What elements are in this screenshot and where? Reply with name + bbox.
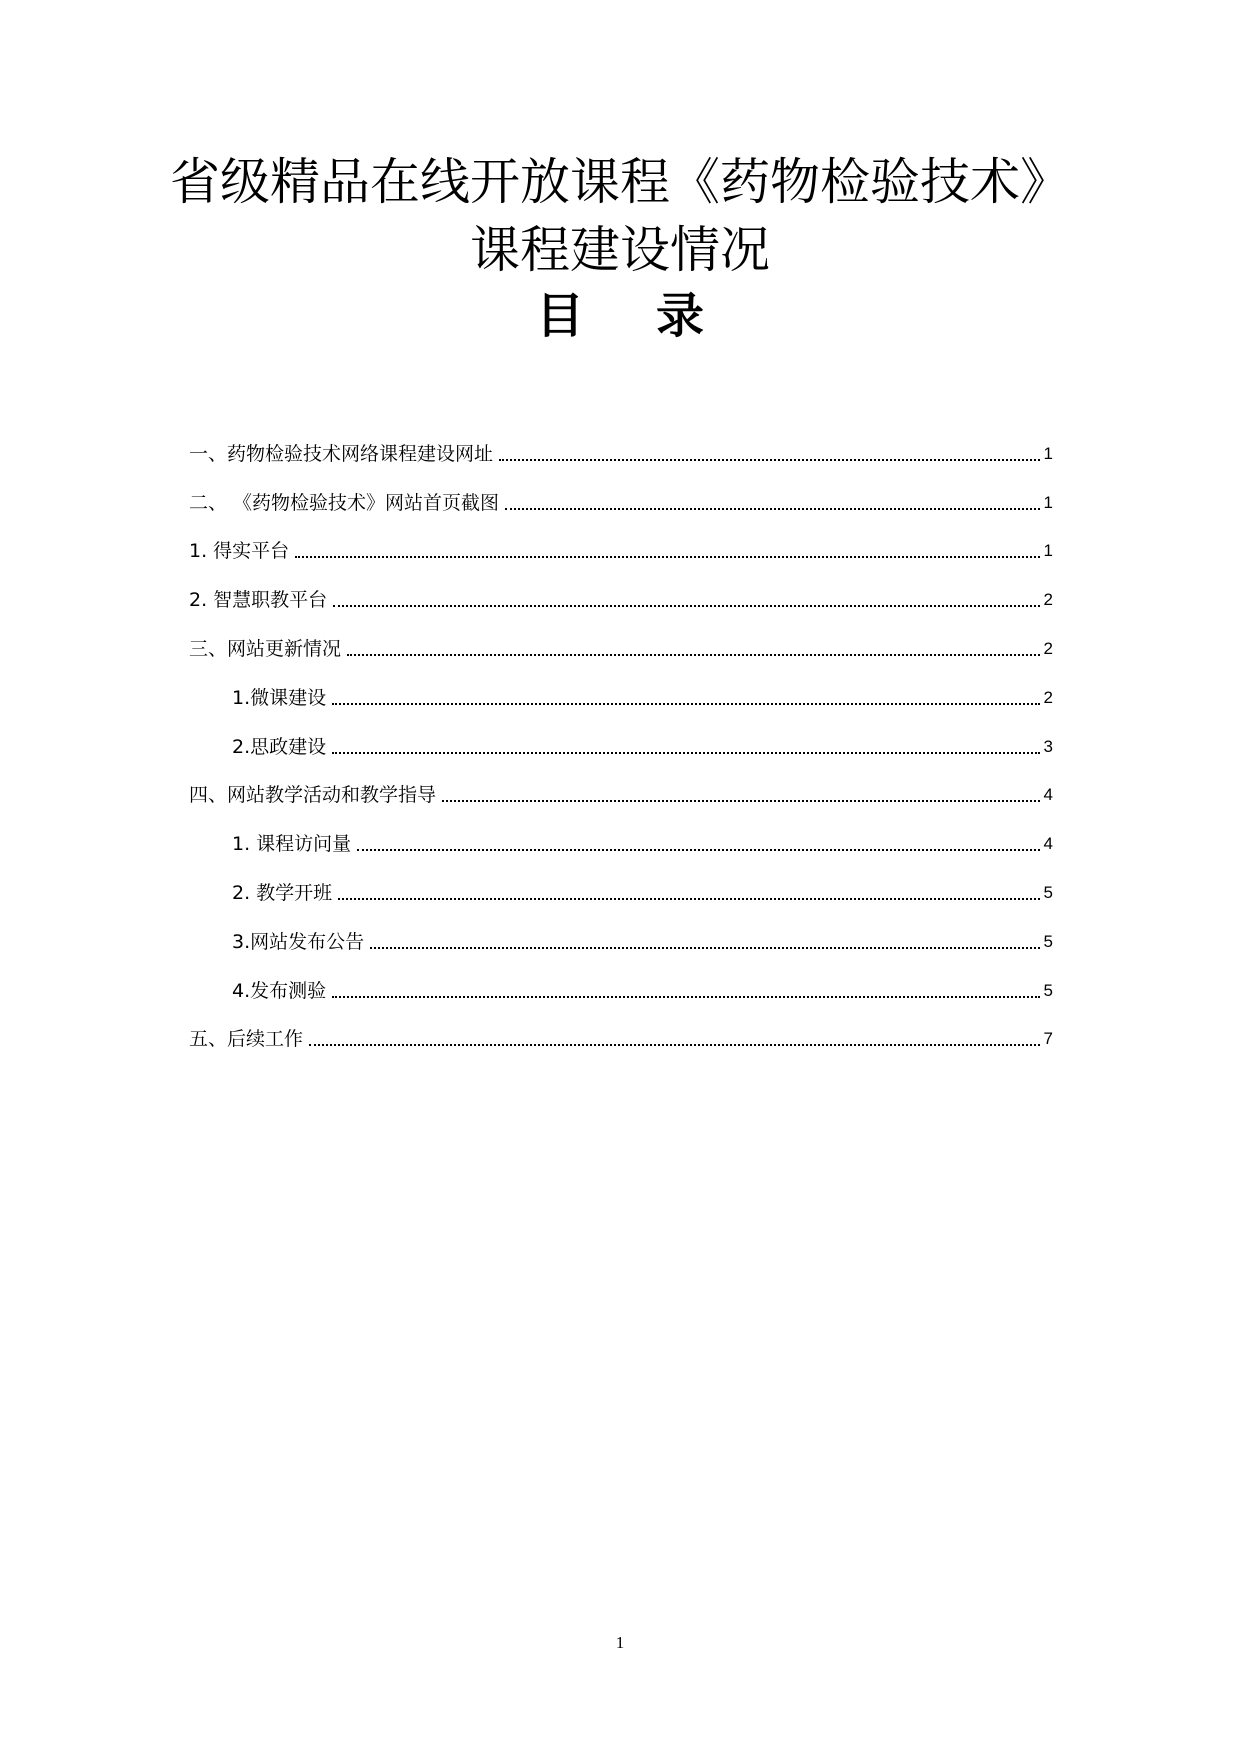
toc-entry[interactable] <box>189 417 1053 466</box>
toc-entry-label: 1.微课建设 <box>232 686 327 709</box>
toc-entry-page-number: 2 <box>1043 638 1053 658</box>
toc-dot-leader <box>338 898 1039 900</box>
toc-entry-label: 2. 教学开班 <box>232 881 333 904</box>
toc-entry-page-number: 1 <box>1043 443 1053 463</box>
toc-entry-label: 2.思政建设 <box>232 735 327 758</box>
toc-entry[interactable] <box>189 807 1053 856</box>
toc-heading-char2: 录 <box>656 288 705 344</box>
toc-entry-page-number: 1 <box>1043 492 1053 512</box>
toc-dot-leader <box>295 556 1039 558</box>
toc-entry[interactable] <box>189 954 1053 1003</box>
toc-entry-label: 2. 智慧职教平台 <box>189 589 328 612</box>
toc-dot-leader <box>505 508 1039 510</box>
toc-entry-page-number: 5 <box>1043 882 1053 902</box>
toc-entry-page-number: 4 <box>1043 785 1053 805</box>
page-number: 1 <box>615 1633 625 1652</box>
toc-entry[interactable] <box>189 466 1053 515</box>
toc-entry[interactable] <box>189 515 1053 564</box>
toc-entry-label: 1. 课程访问量 <box>232 833 352 856</box>
toc-entry-label: 三、网站更新情况 <box>189 637 342 660</box>
toc-dot-leader <box>332 703 1039 705</box>
toc-dot-leader <box>499 459 1040 461</box>
toc-dot-leader <box>370 947 1039 949</box>
toc-entry-page-number: 5 <box>1043 980 1053 1000</box>
toc-entry[interactable] <box>189 1003 1053 1052</box>
toc-entry[interactable] <box>189 710 1053 759</box>
toc-dot-leader <box>442 800 1040 802</box>
toc-dot-leader <box>333 605 1039 607</box>
toc-heading <box>0 284 1240 348</box>
toc-entry[interactable] <box>189 905 1053 954</box>
toc-entry-page-number: 2 <box>1043 590 1053 610</box>
document-title-line2: 课程建设情况 <box>470 221 770 279</box>
toc-entry[interactable] <box>189 759 1053 808</box>
toc-entry-label: 二、 《药物检验技术》网站首页截图 <box>189 491 500 514</box>
toc-entry-page-number: 2 <box>1043 687 1053 707</box>
toc-entry[interactable] <box>189 661 1053 710</box>
toc-entry-label: 四、网站教学活动和教学指导 <box>189 784 437 807</box>
toc-entry-page-number: 1 <box>1043 541 1053 561</box>
toc-entry[interactable] <box>189 612 1053 661</box>
toc-entry-page-number: 5 <box>1043 931 1053 951</box>
toc-entry-page-number: 3 <box>1043 736 1053 756</box>
toc-dot-leader <box>332 996 1039 998</box>
document-title-line1: 省级精品在线开放课程《药物检验技术》 <box>170 153 1070 211</box>
toc-heading-char1: 目 <box>535 288 584 344</box>
toc-dot-leader <box>347 654 1040 656</box>
toc-entry-label: 1. 得实平台 <box>189 540 290 563</box>
toc-dot-leader <box>357 849 1039 851</box>
table-of-contents <box>189 417 1053 1051</box>
toc-entry-page-number: 4 <box>1043 834 1053 854</box>
toc-entry-label: 五、后续工作 <box>189 1028 304 1051</box>
toc-entry-label: 3.网站发布公告 <box>232 930 365 953</box>
toc-entry[interactable] <box>189 563 1053 612</box>
toc-dot-leader <box>309 1044 1040 1046</box>
toc-entry[interactable] <box>189 856 1053 905</box>
toc-dot-leader <box>332 752 1039 754</box>
toc-entry-page-number: 7 <box>1043 1029 1053 1049</box>
toc-entry-label: 一、药物检验技术网络课程建设网址 <box>189 442 494 465</box>
toc-entry-label: 4.发布测验 <box>232 979 327 1002</box>
